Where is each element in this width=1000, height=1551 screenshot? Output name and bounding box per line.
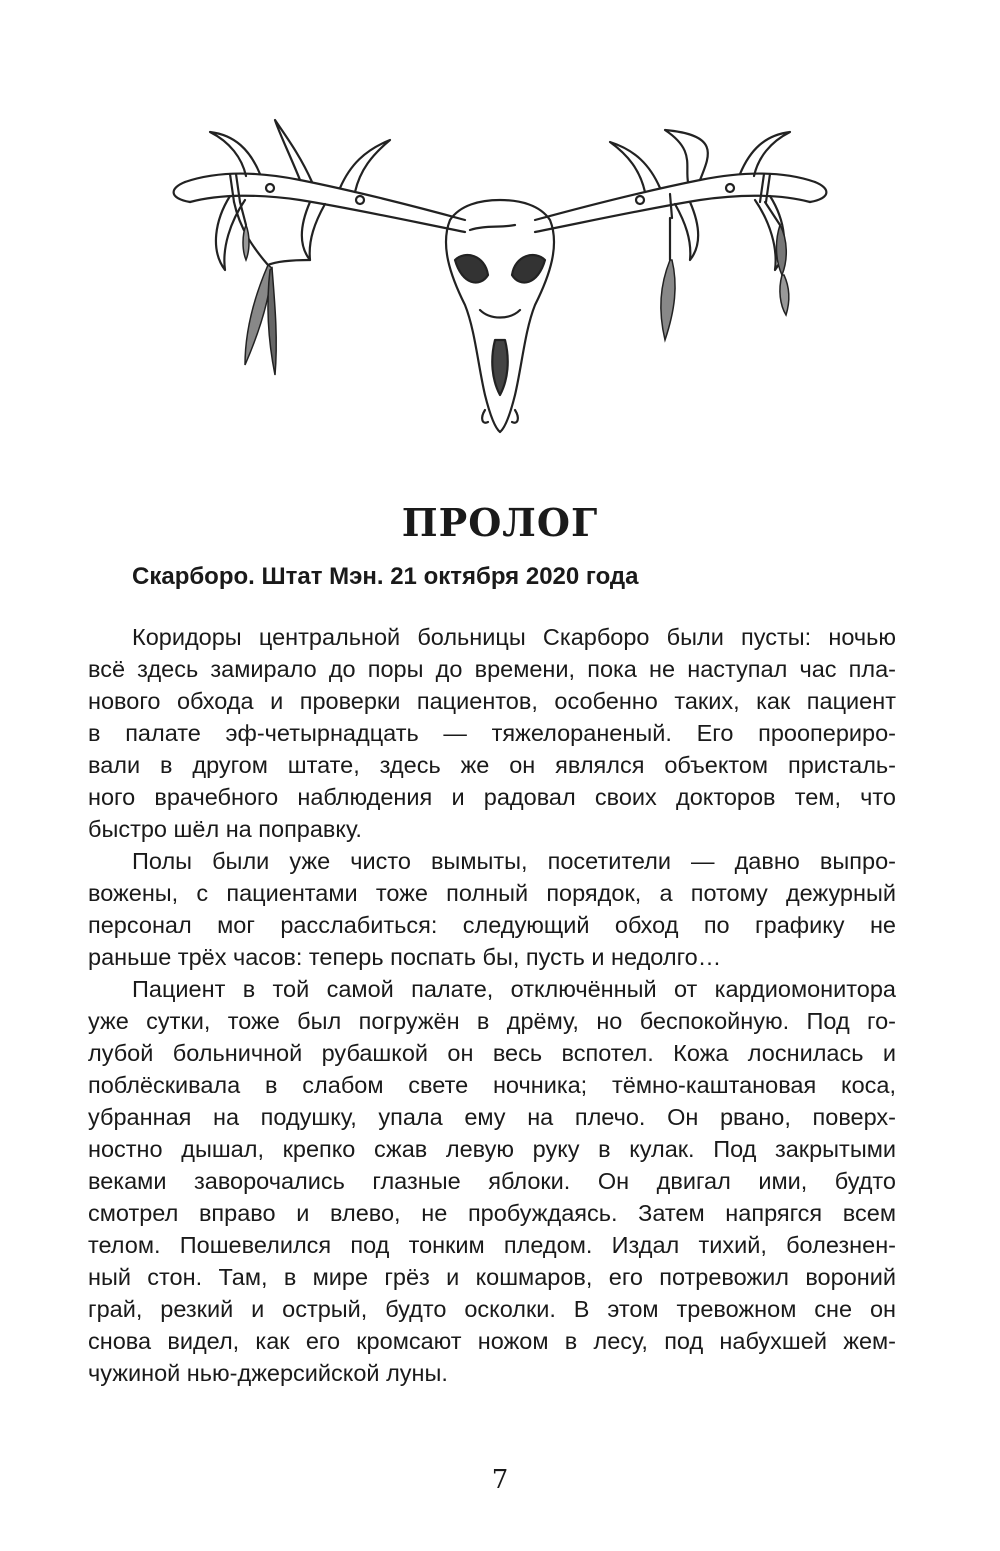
chapter-subtitle: Скарборо. Штат Мэн. 21 октября 2020 года bbox=[132, 563, 639, 590]
text-line: смотрел вправо и влево, не пробуждаясь. Затем напрягся всем bbox=[88, 1200, 896, 1226]
text-line: чужиной нью-джерсийской луны. bbox=[88, 1360, 448, 1386]
body-text bbox=[88, 621, 896, 1389]
text-line: снова видел, как его кромсают ножом в лесу, под набухшей жем- bbox=[88, 1328, 896, 1354]
paragraph bbox=[88, 845, 896, 973]
text-line: ного врачебного наблюдения и радовал своих докторов тем, что bbox=[88, 784, 896, 810]
text-line: всё здесь замирало до поры до времени, пока не наступал час пла- bbox=[88, 656, 896, 682]
text-line: персонал мог расслабиться: следующий обход по графику не bbox=[88, 912, 896, 938]
text-line: веками заворочались глазные яблоки. Он двигал ими, будто bbox=[88, 1168, 896, 1194]
deer-skull-with-antlers-and-feathers-icon bbox=[150, 110, 850, 450]
text-line: нового обхода и проверки пациентов, особенно таких, как пациент bbox=[88, 688, 896, 714]
text-line: Пациент в той самой палате, отключённый от кардиомонитора bbox=[132, 976, 896, 1002]
chapter-title: ПРОЛОГ bbox=[401, 500, 599, 545]
text-line: Полы были уже чисто вымыты, посетители — давно выпро- bbox=[132, 848, 896, 874]
text-line: лубой больничной рубашкой он весь вспотел. Кожа лоснилась и bbox=[88, 1040, 896, 1066]
paragraph bbox=[88, 621, 896, 845]
text-line: ный стон. Там, в мире грёз и кошмаров, его потревожил вороний bbox=[88, 1264, 896, 1290]
text-line: вожены, с пациентами тоже полный порядок, а потому дежурный bbox=[88, 880, 896, 906]
text-line: ностно дышал, крепко сжав левую руку в кулак. Под закрытыми bbox=[88, 1136, 896, 1162]
text-line: грай, резкий и острый, будто осколки. В этом тревожном сне он bbox=[88, 1296, 896, 1322]
paragraph bbox=[88, 973, 896, 1389]
page-number: 7 bbox=[491, 1465, 509, 1495]
text-line: телом. Пошевелился под тонким пледом. Издал тихий, болезнен- bbox=[88, 1232, 896, 1258]
text-line: в палате эф-четырнадцать — тяжелораненый. Его проопериро- bbox=[88, 720, 896, 746]
text-line: раньше трёх часов: теперь поспать бы, пусть и недолго… bbox=[88, 944, 722, 970]
text-line: поблёскивала в слабом свете ночника; тёмно-каштановая коса, bbox=[88, 1072, 896, 1098]
text-line: убранная на подушку, упала ему на плечо. Он рвано, поверх- bbox=[88, 1104, 896, 1130]
text-line: вали в другом штате, здесь же он являлся объектом присталь- bbox=[88, 752, 896, 778]
deer-skull-illustration bbox=[150, 110, 850, 450]
text-line: Коридоры центральной больницы Скарборо были пусты: ночью bbox=[132, 624, 896, 650]
text-line: уже сутки, тоже был погружён в дрёму, но беспокойную. Под го- bbox=[88, 1008, 896, 1034]
text-line: быстро шёл на поправку. bbox=[88, 816, 362, 842]
